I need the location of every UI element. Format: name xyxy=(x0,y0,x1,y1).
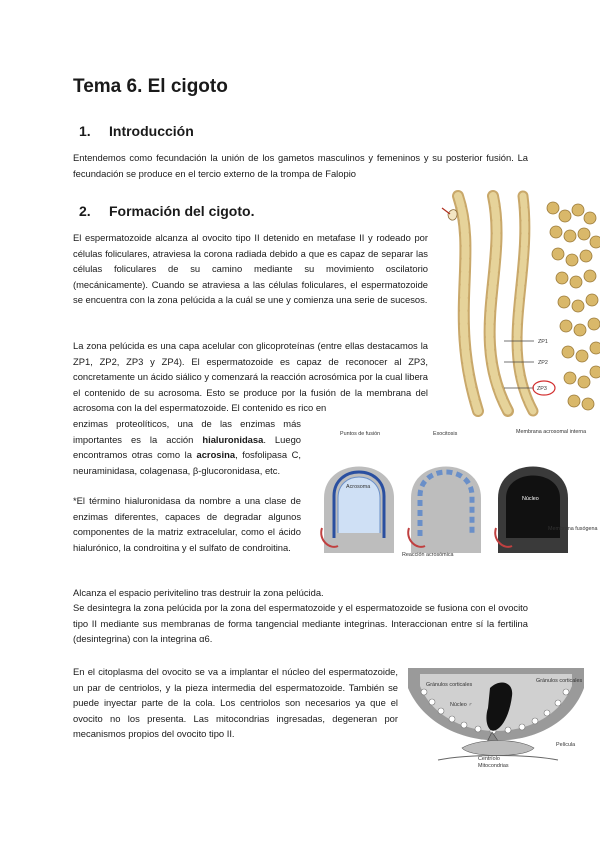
nucleus-label: Núcleo xyxy=(522,496,539,502)
zp2-label: ZP2 xyxy=(538,360,548,366)
hyaluronidase-note: *El término hialuronidasa da nombre a una clase de enzimas diferentes, capaces de degradar algunos componentes de la matriz extracelular, como el ácido hialurónico, la condroitina y el sulfato de condroitina. xyxy=(73,495,301,553)
film-label: Película xyxy=(556,742,576,748)
cortical-granules-label-left: Gránulos corticales xyxy=(426,682,473,688)
male-nucleus-label: Núcleo ♂ xyxy=(450,702,473,708)
paragraph-cytoplasm: En el citoplasma del ovocito se va a implantar el núcleo del espermatozoide, un par de centriolos, y la pieza intermedia del espermatozoide. También se puede inyectar parte de la cola. Los centriolos son necesarios ya que el ovocito no los presenta. Las mitocondrias ingresadas, degeneran por mecanismos propios del ovocito tipo II. xyxy=(73,666,398,740)
paragraph-fusion: Se desintegra la zona pelúcida por la zona del espermatozoide y el espermatozoide se fusiona con el ovocito tipo II mediante sus membranas de forma tangencial mediante integrinas. Interaccionan entre sí la fertilina (desintegrina) con la integrina α6. xyxy=(73,602,528,645)
paragraph-perivitelline: Alcanza el espacio perivitelino tras destruir la zona pelúcida. xyxy=(73,587,324,598)
exocytosis-label: Exocitosis xyxy=(433,431,458,437)
section-heading-2 xyxy=(79,203,254,221)
intro-paragraph: Entendemos como fecundación la unión de los gametos masculinos y femeninos y su posterior fusión. La fecundación se produce en el tercio externo de la trompa de Falopio xyxy=(73,152,528,179)
enzymes-text: , fosfolipasa C, neuraminidasa, colagenasa, β-glucoronidasa, etc. xyxy=(73,449,301,476)
fusogenic-membrane-label: Membrana fusógena xyxy=(548,526,598,532)
hyaluronidase-term: hialuronidasa xyxy=(202,433,264,445)
zona-fibers xyxy=(458,196,533,411)
zp3-label: ZP3 xyxy=(537,386,547,392)
section-title: Introducción xyxy=(109,123,194,139)
section-heading-1 xyxy=(79,123,194,141)
sperm-head-stage-2 xyxy=(408,467,481,554)
fusion-points-label: Puntos de fusión xyxy=(340,431,381,437)
page-title: Tema 6. El cigoto xyxy=(73,76,228,97)
corona-radiata-figure xyxy=(438,196,600,411)
inner-acrosomal-membrane-label: Membrana acrosomal interna xyxy=(516,429,587,435)
oocyte-fertilization-figure xyxy=(408,668,584,773)
cortical-granules-label-right: Gránulos corticales xyxy=(536,678,583,684)
acrosome-label: Acrosoma xyxy=(346,484,371,490)
paragraph-enzymes xyxy=(73,416,301,478)
enzymes-text: enzimas proteolíticos, una de las enzimas más importantes es la acción xyxy=(73,418,301,445)
mitochondria-label: Mitocondrias xyxy=(478,763,509,769)
zp1-label: ZP1 xyxy=(538,339,548,345)
paragraph-zona-pellucida: La zona pelúcida es una capa acelular con glicoproteínas (entre ellas destacamos la ZP1, ZP2, ZP3 y ZP4). El espermatozoide es capaz de reconocer al ZP3, concretamente un ácido siálico y comenzará la reacción acrosómica por la cual libera el contenido de su acrosoma. Esto se produce por la fusión de la membrana del acrosoma con la del espermatozoide. El contenido es rico en xyxy=(73,340,428,414)
acrosin-term: acrosina xyxy=(196,449,236,461)
acrosome-reaction-figure xyxy=(316,428,598,560)
section-title: Formación del cigoto. xyxy=(109,203,255,219)
section-number: 1. xyxy=(79,123,91,139)
sperm-head-stage-3 xyxy=(495,467,597,554)
centriole-label: Centríolo xyxy=(478,756,500,762)
section-number: 2. xyxy=(79,203,91,219)
enzymes-text: . Luego encontramos otras como la xyxy=(73,433,302,461)
paragraph-sperm-approach: El espermatozoide alcanza al ovocito tipo II detenido en metafase II y rodeado por células foliculares, atraviesa la corona radiada debido a que es capaz de separar las células foliculares de su camino mediante su movimiento oscilatorio (mecánicamente). Cuando se atraviesa a las células foliculares, el espermatozoide se encuentra con la zona pelúcida a la cuál se une y comienza una serie de sucesos. xyxy=(73,232,428,306)
acrosome-reaction-caption: Reacción acrosómica xyxy=(402,552,454,558)
sperm-head-stage-1 xyxy=(321,467,394,554)
